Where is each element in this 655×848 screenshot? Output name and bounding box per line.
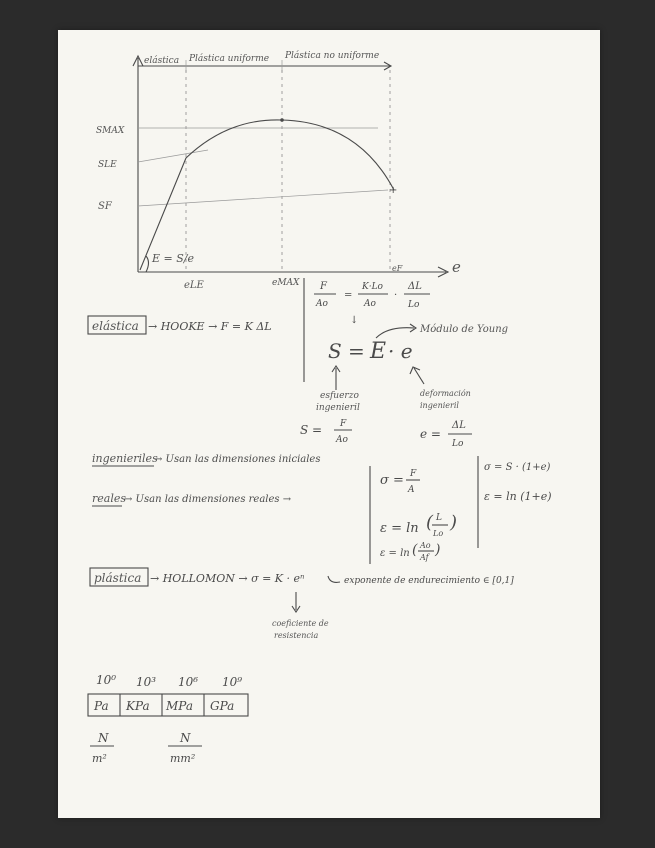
plastic-definition [90, 568, 514, 640]
zone-uniform-label: Plástica uniforme [189, 54, 270, 64]
strain-label-1: deformación [420, 389, 471, 398]
eps-eq2: ε = ln [380, 548, 410, 559]
stress-label-2: ingenieril [316, 403, 360, 413]
power-0: 10⁰ [96, 673, 117, 687]
zone-elastic-label: elástica [144, 56, 180, 66]
modulus-label: E = S/e [152, 252, 194, 265]
s-definition: S = [300, 423, 323, 437]
hollomon-law: → HOLLOMON → σ = K · eⁿ [150, 572, 305, 585]
ing-text: → Usan las dimensiones iniciales [154, 454, 321, 465]
frac-a0: Ao [316, 299, 328, 309]
unit-kpa: KPa [126, 699, 150, 713]
rel-sigma: σ = S · (1+e) [484, 462, 551, 473]
young-label: Módulo de Young [420, 324, 509, 335]
svg-text:Lo: Lo [433, 529, 444, 538]
real-tag: reales [92, 492, 126, 505]
s-equals: S = [328, 339, 365, 363]
eps-eq: ε = ln [380, 521, 419, 536]
svg-text:·: · [394, 290, 398, 301]
real-text: → Usan las dimensiones reales → [124, 494, 292, 505]
svg-text:↓: ↓ [350, 315, 359, 326]
power-9: 10⁹ [222, 675, 243, 689]
e-def-den: Lo [452, 439, 464, 449]
sigma-num: F [410, 469, 417, 479]
frac-l0: Lo [408, 300, 420, 310]
x-axis-label: e [452, 258, 461, 276]
stress-types [92, 452, 552, 564]
elastic-tag: elástica [92, 319, 139, 333]
rel-eps: ε = ln (1+e) [484, 490, 552, 503]
ing-tag: ingenieriles [92, 452, 158, 465]
svg-text:Ao: Ao [420, 541, 431, 550]
unit1-den: m² [92, 752, 107, 765]
elastic-definition [88, 278, 508, 449]
sigma-eq: σ = [380, 473, 404, 488]
stress-label-1: esfuerzo [320, 391, 359, 401]
power-3: 10³ [136, 675, 157, 689]
unit-mpa: MPa [166, 699, 193, 713]
strain-e: · e [388, 339, 413, 363]
s-def-num: F [340, 419, 347, 429]
svg-text:+: + [389, 185, 398, 196]
s-def-den: Ao [336, 435, 348, 445]
unit-gpa: GPa [210, 699, 235, 713]
stress-strain-curve [140, 120, 394, 270]
units-table [88, 673, 248, 765]
zone-nonuniform-label: Plástica no uniforme [285, 51, 380, 61]
y-label-sf: SF [98, 201, 112, 212]
svg-text:A: A [408, 485, 415, 495]
e-definition: e = [420, 427, 441, 441]
unit2-num: N [180, 731, 191, 745]
unit-pa: Pa [94, 699, 109, 713]
svg-text:(: ( [412, 542, 418, 558]
unit2-den: mm² [170, 752, 196, 765]
x-label-ele: eLE [184, 280, 204, 291]
plastic-tag: plástica [94, 571, 142, 585]
frac-kl0: K·Lo [362, 282, 383, 292]
strain-label-2: ingenieril [420, 401, 459, 410]
frac-f: F [320, 281, 327, 292]
handwritten-notes [58, 30, 600, 818]
frac-a0-2: Ao [364, 299, 376, 309]
exponent-note: exponente de endurecimiento ∈ [0,1] [344, 576, 514, 586]
svg-text:): ) [450, 512, 458, 533]
power-6: 10⁶ [178, 675, 199, 689]
frac-dl: ΔL [408, 281, 422, 292]
e-def-num: ΔL [452, 420, 466, 431]
stress-strain-diagram [96, 50, 461, 291]
x-label-ef: eF [392, 264, 403, 273]
svg-text:): ) [435, 542, 441, 558]
y-label-smax: SMAX [96, 126, 125, 136]
coef-label-2: resistencia [274, 631, 319, 640]
notebook-page [58, 30, 600, 818]
svg-text:L: L [436, 513, 442, 523]
y-label-sle: SLE [98, 160, 117, 170]
young-e: E [370, 339, 387, 364]
coef-label-1: coeficiente de [272, 619, 329, 628]
svg-text:Af: Af [420, 553, 429, 562]
unit1-num: N [98, 731, 109, 745]
x-label-emax: eMAX [272, 278, 300, 288]
hooke-law: → HOOKE → F = K ΔL [148, 320, 272, 333]
svg-text:(: ( [426, 512, 434, 533]
svg-text:=: = [344, 290, 353, 301]
